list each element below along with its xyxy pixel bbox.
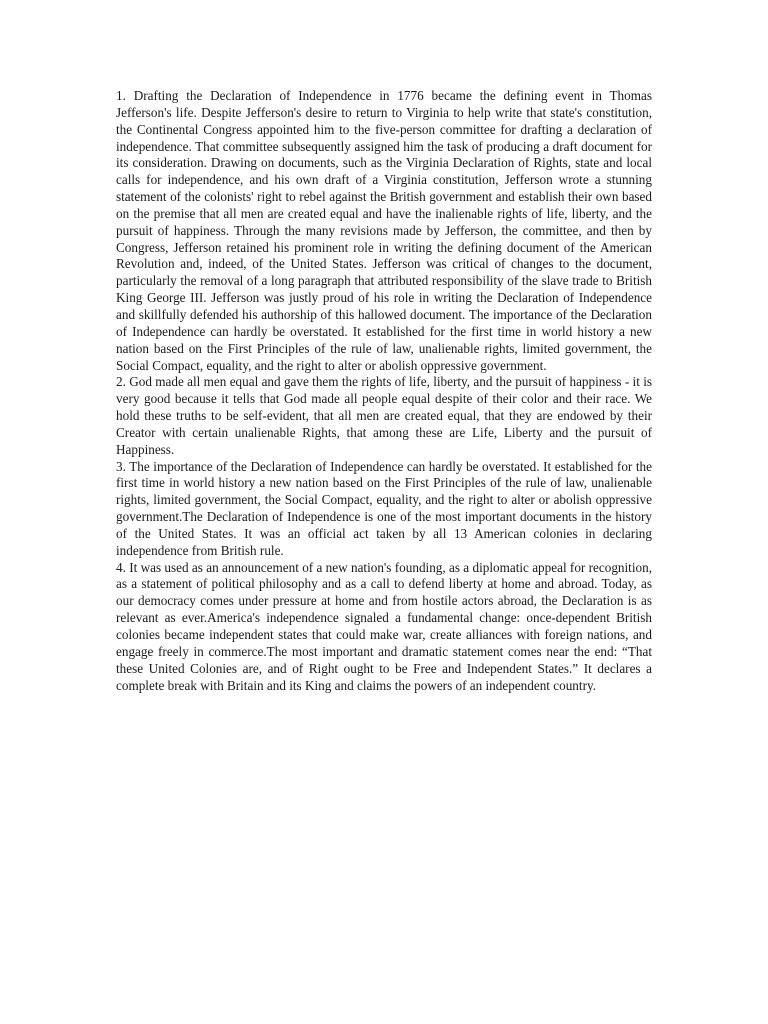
paragraph-4: 4. It was used as an announcement of a new nation's founding, as a diplomatic appeal for recognition, as a statement of political philosophy and as a call to defend liberty at home and abroad. Today, as our democracy comes under pressure at home and from hostile actors abroad, the Declaration is as relevant as ever.America's independence signaled a fundamental change: once-dependent British colonies became independent states that could make war, create alliances with foreign nations, and engage freely in commerce.The most important and dramatic statement comes near the end: “That these United Colonies are, and of Right ought to be Free and Independent States.” It declares a complete break with Britain and its King and claims the powers of an independent country. bbox=[116, 559, 652, 693]
document-body bbox=[116, 88, 652, 694]
paragraph-2: 2. God made all men equal and gave them the rights of life, liberty, and the pursuit of happiness - it is very good because it tells that God made all people equal despite of their color and their race. We hold these truths to be self-evident, that all men are created equal, that they are endowed by their Creator with certain unalienable Rights, that among these are Life, Liberty and the pursuit of Happiness. bbox=[116, 374, 652, 457]
paragraph-3: 3. The importance of the Declaration of Independence can hardly be overstated. It established for the first time in world history a new nation based on the First Principles of the rule of law, unalienable rights, limited government, the Social Compact, equality, and the right to alter or abolish oppressive government.The Declaration of Independence is one of the most important documents in the history of the United States. It was an official act taken by all 13 American colonies in declaring independence from British rule. bbox=[116, 458, 652, 558]
paragraph-1: 1. Drafting the Declaration of Independence in 1776 became the defining event in Thomas Jefferson's life. Despite Jefferson's desire to return to Virginia to help write that state's constitution, the Continental Congress appointed him to the five-person committee for drafting a declaration of independence. That committee subsequently assigned him the task of producing a draft document for its consideration. Drawing on documents, such as the Virginia Declaration of Rights, state and local calls for independence, and his own draft of a Virginia constitution, Jefferson wrote a stunning statement of the colonists' right to rebel against the British government and establish their own based on the premise that all men are created equal and have the inalienable rights of life, liberty, and the pursuit of happiness. Through the many revisions made by Jefferson, the committee, and then by Congress, Jefferson retained his prominent role in writing the defining document of the American Revolution and, indeed, of the United States. Jefferson was critical of changes to the document, particularly the removal of a long paragraph that attributed responsibility of the slave trade to British King George III. Jefferson was justly proud of his role in writing the Declaration of Independence and skillfully defended his authorship of this hallowed document. The importance of the Declaration of Independence can hardly be overstated. It established for the first time in world history a new nation based on the First Principles of the rule of law, unalienable rights, limited government, the Social Compact, equality, and the right to alter or abolish oppressive government. bbox=[116, 88, 652, 373]
